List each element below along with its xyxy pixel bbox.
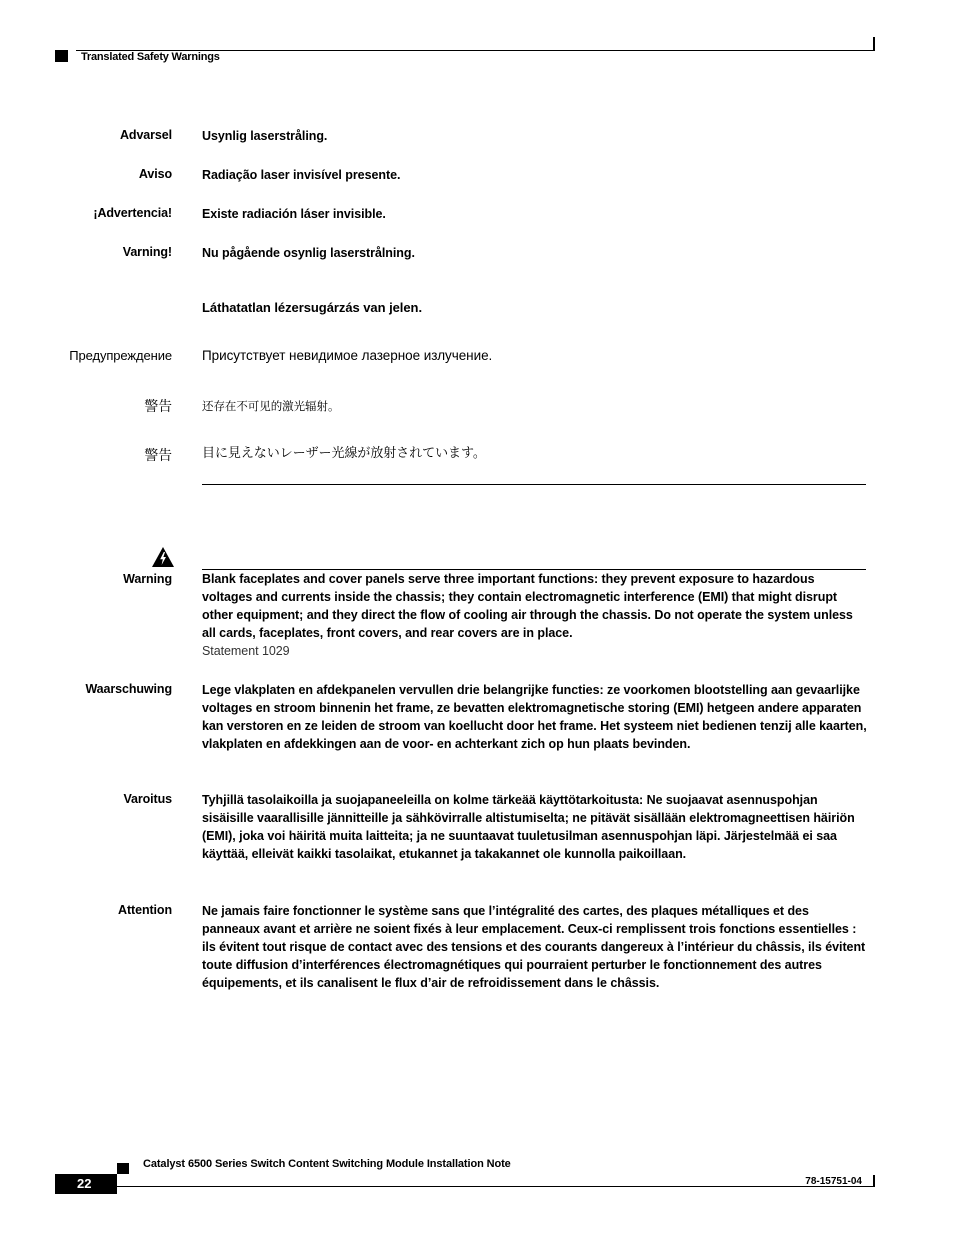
warning-text-japanese: 目に見えないレーザー光線が放射されています。 [202, 446, 486, 461]
warning-label-spanish: ¡Advertencia! [93, 206, 172, 220]
warning-text-french: Ne jamais faire fonctionner le système sans que l’intégralité des cartes, des plaques métalliques et des panneaux avant et arrière ne soient fixés à leur emplacement. Ceux-ci remplissent trois fonctions essentielles : ils évitent tout risque de contact avec des tensions et des courants dangereux à l’intérieur du châssis, ils évitent toute diffusion d’interférences électromagnétiques qui pourraient perturber le fonctionnement des autres équipements, et ils canalisent le flux d’air de refroidissement dans le châssis. [202, 904, 866, 990]
warning-triangle-icon [151, 546, 175, 568]
warning-label-chinese: 警告 [144, 399, 172, 415]
warning-text-portuguese: Radiação laser invisível presente. [202, 168, 401, 182]
warning-label-portuguese: Aviso [138, 167, 172, 181]
warning-text-swedish: Nu pågående osynlig laserstrålning. [202, 246, 415, 260]
section-divider [202, 484, 866, 485]
statement-number: Statement 1029 [202, 644, 290, 658]
warning-label-swedish: Varning! [122, 245, 172, 259]
warning-label-japanese: 警告 [144, 448, 172, 464]
warning-label-dutch: Waarschuwing [85, 682, 172, 696]
warning-text-chinese: 还存在不可见的激光辐射。 [202, 399, 340, 413]
warning-label-french: Attention [118, 903, 172, 917]
warning-text-english [202, 570, 867, 660]
warning-label-finnish: Varoitus [123, 792, 172, 806]
warning-label-danish: Advarsel [119, 128, 172, 142]
document-number: 78-15751-04 [805, 1176, 862, 1187]
warning-text-hungarian: Láthatatlan lézersugárzás van jelen. [202, 300, 423, 315]
running-header-title: Translated Safety Warnings [81, 51, 220, 63]
warning-text-russian: Присутствует невидимое лазерное излучение. [202, 348, 493, 363]
footer-marker [117, 1163, 129, 1174]
page-number: 22 [55, 1174, 117, 1194]
footer-tick [873, 1175, 875, 1187]
warning-text-spanish: Existe radiación láser invisible. [202, 207, 386, 221]
header-tick [873, 37, 875, 51]
warning-label-english: Warning [123, 572, 172, 586]
warning-body-english: Blank faceplates and cover panels serve three important functions: they prevent exposure to hazardous voltages and currents inside the chassis; they contain electromagnetic interference (EMI) that might disrupt other equipment; and they direct the flow of cooling air through the chassis. Do not operate the system unless all cards, faceplates, front covers, and rear covers are in place. [202, 572, 853, 640]
warning-label-russian: Предупреждение [69, 348, 172, 363]
footer-rule [117, 1186, 874, 1187]
warning-text-finnish: Tyhjillä tasolaikoilla ja suojapaneeleilla on kolme tärkeää käyttötarkoitusta: Ne suojaavat asennuspohjan sisäisille vaarallisille jännitteille ja sähkövirralle altistumiselta; ne pitävät sisällään elektromagneettisen häiriön (EMI), joka voi häiritä muita laitteita; ja ne suuntaavat tuuletusilman asennuspohjan läpi. Järjestelmää ei saa käyttää, elleivät kaikki tasolaikat, etukannet ja takakannet ole kunnolla paikoillaan. [202, 793, 855, 861]
footer-document-title: Catalyst 6500 Series Switch Content Switching Module Installation Note [143, 1158, 511, 1170]
warning-text-dutch: Lege vlakplaten en afdekpanelen vervullen drie belangrijke functies: ze voorkomen blootstelling aan gevaarlijke voltages en stroom binnenin het frame, ze bevatten elektromagnetische storing (EMI) hetgeen andere apparaten kan verstoren en ze leiden de stroom van koellucht door het frame. Het systeem niet bedienen tenzij alle kaarten, vlakplaten en afdekkingen aan de voor- en achterkant zich op hun plaats bevinden. [202, 683, 867, 751]
header-marker [55, 50, 68, 62]
warning-text-danish: Usynlig laserstråling. [202, 129, 328, 143]
